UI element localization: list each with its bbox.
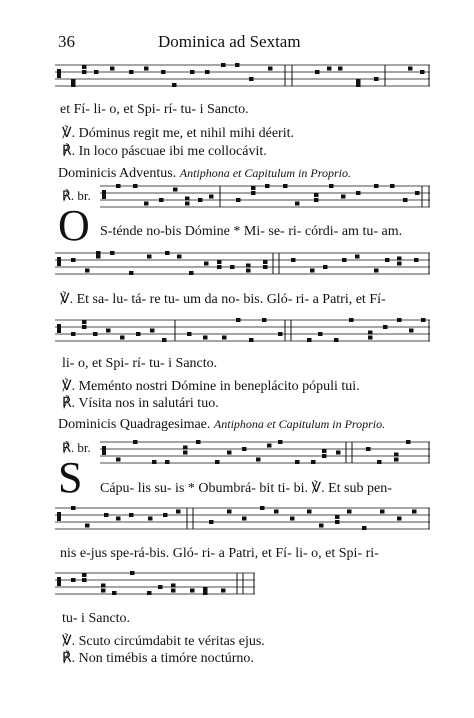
neume xyxy=(165,251,170,255)
neume xyxy=(173,188,178,192)
neume xyxy=(85,524,90,528)
neume xyxy=(374,269,379,273)
neume xyxy=(190,70,195,74)
neume xyxy=(323,265,328,269)
neume xyxy=(189,271,194,275)
lyric-line: nis e-jus spe-rá-bis. Gló- ri- a Patri, et Fí- li- o, et Spi- ri- xyxy=(60,546,379,561)
neume xyxy=(408,67,413,71)
neume xyxy=(368,331,373,335)
clef xyxy=(102,190,106,199)
neume xyxy=(414,258,419,262)
neume xyxy=(356,191,361,195)
neume xyxy=(129,271,134,275)
running-head: Dominica ad Sextam xyxy=(158,32,301,51)
neume xyxy=(262,318,267,322)
neume xyxy=(412,510,417,514)
versicle: ℣. Dóminus regit me, et nihil mihi déerit. xyxy=(62,126,294,141)
response: ℟. Non timébis a timóre noctúrno. xyxy=(62,651,254,666)
neume xyxy=(110,67,115,71)
clef xyxy=(57,257,61,266)
neume xyxy=(246,264,251,268)
neume xyxy=(236,198,241,202)
neume xyxy=(406,440,411,444)
neume xyxy=(355,255,360,259)
neume xyxy=(409,329,414,333)
neume xyxy=(215,460,220,464)
neume xyxy=(162,338,167,342)
clef xyxy=(57,577,61,586)
neume xyxy=(421,318,426,322)
neume xyxy=(291,258,296,262)
neume xyxy=(341,195,346,199)
neume xyxy=(420,70,425,74)
neume xyxy=(263,260,268,264)
neume xyxy=(356,79,361,83)
neume xyxy=(251,191,256,195)
neume xyxy=(307,338,312,342)
clef xyxy=(102,446,106,455)
neume xyxy=(403,198,408,202)
neume xyxy=(334,338,339,342)
neume xyxy=(249,338,254,342)
neume xyxy=(104,513,109,517)
neume xyxy=(159,198,164,202)
neume xyxy=(165,460,170,464)
neume xyxy=(133,440,138,444)
neume xyxy=(278,440,283,444)
neume xyxy=(377,460,382,464)
neume xyxy=(278,332,283,336)
neume xyxy=(133,184,138,188)
neume xyxy=(217,265,222,269)
neume xyxy=(336,451,341,455)
neume xyxy=(171,589,176,593)
neume xyxy=(310,269,315,273)
neume xyxy=(242,447,247,451)
lyric-line: et Fí- li- o, et Spi- rí- tu- i Sancto. xyxy=(60,102,249,117)
neume xyxy=(176,510,181,514)
neume xyxy=(183,446,188,450)
neume xyxy=(203,591,208,595)
neume xyxy=(415,191,420,195)
neume xyxy=(319,524,324,528)
response: ℟. Vísita nos in salutári tuo. xyxy=(62,396,219,411)
neume xyxy=(274,510,279,514)
neume xyxy=(347,510,352,514)
neume xyxy=(150,329,155,333)
neume xyxy=(94,70,99,74)
neume xyxy=(374,77,379,81)
lyric-line: Cápu- lis su- is * Obumbrá- bit ti- bi. ℣. Et sub pen- xyxy=(100,481,392,496)
neume xyxy=(161,70,166,74)
chant-staff xyxy=(100,440,430,466)
neume xyxy=(148,517,153,521)
versicle: ℣. Scuto circúmdabit te véritas ejus. xyxy=(62,634,265,649)
neume xyxy=(263,265,268,269)
lyric-line: tu- i Sancto. xyxy=(62,611,131,626)
neume xyxy=(268,67,273,71)
responsory-breve-label: ℟. br. xyxy=(62,440,91,455)
neume xyxy=(82,320,87,324)
neume xyxy=(187,332,192,336)
neume xyxy=(380,510,385,514)
neume xyxy=(385,258,390,262)
neume xyxy=(368,336,373,340)
neume xyxy=(129,513,134,517)
initial-capital: O xyxy=(58,201,90,250)
neume xyxy=(342,258,347,262)
neume xyxy=(374,184,379,188)
neume xyxy=(251,186,256,190)
neume xyxy=(246,269,251,273)
neume xyxy=(260,506,265,510)
neume xyxy=(85,269,90,273)
neume xyxy=(217,260,222,264)
neume xyxy=(397,262,402,266)
neume xyxy=(397,257,402,261)
neume xyxy=(204,262,209,266)
lyric-line: ℣. Et sa- lu- tá- re tu- um da no- bis. Gló- ri- a Patri, et Fí- xyxy=(60,292,386,307)
section-heading-lent: Dominicis Quadragesimae. Antiphona et Capitulum in Proprio. xyxy=(58,417,386,432)
neume xyxy=(196,440,201,444)
neume xyxy=(397,517,402,521)
neume xyxy=(171,584,176,588)
versicle: ℣. Meménto nostri Dómine in beneplácito pópuli tui. xyxy=(62,379,360,394)
initial-capital: S xyxy=(58,453,83,502)
neume xyxy=(183,451,188,455)
page-number: 36 xyxy=(58,32,75,51)
neume xyxy=(116,517,121,521)
neume xyxy=(82,573,87,577)
neume xyxy=(221,589,226,593)
neume xyxy=(329,184,334,188)
chant-staff xyxy=(55,63,430,89)
neume xyxy=(71,578,76,582)
neume xyxy=(129,70,134,74)
neume xyxy=(82,70,87,74)
neume xyxy=(335,515,340,519)
neume xyxy=(236,318,241,322)
neume xyxy=(362,526,367,530)
neume xyxy=(265,184,270,188)
neume xyxy=(307,510,312,514)
neume xyxy=(267,444,272,448)
clef xyxy=(57,324,61,333)
neume xyxy=(322,449,327,453)
neume xyxy=(101,584,106,588)
neume xyxy=(209,520,214,524)
neume xyxy=(144,202,149,206)
neume xyxy=(152,460,157,464)
neume xyxy=(227,451,232,455)
neume xyxy=(71,506,76,510)
neume xyxy=(71,83,76,87)
clef xyxy=(57,69,61,78)
neume xyxy=(327,67,332,71)
section-heading-advent: Dominicis Adventus. Antiphona et Capitulum in Proprio. xyxy=(58,166,351,181)
neume xyxy=(198,198,203,202)
neume xyxy=(163,513,168,517)
neume xyxy=(112,591,117,595)
neume xyxy=(318,332,323,336)
neume xyxy=(116,458,121,462)
neume xyxy=(394,453,399,457)
neume xyxy=(82,578,87,582)
responsory-breve-label: ℟. br. xyxy=(62,188,91,203)
neume xyxy=(203,336,208,340)
neume xyxy=(110,251,115,255)
neume xyxy=(205,70,210,74)
chant-staff xyxy=(100,184,430,210)
neume xyxy=(249,77,254,81)
neume xyxy=(130,571,135,575)
neume xyxy=(349,318,354,322)
neume xyxy=(190,589,195,593)
chant-staff xyxy=(55,571,430,597)
neume xyxy=(290,517,295,521)
neume xyxy=(242,517,247,521)
chant-staff xyxy=(55,318,430,344)
neume xyxy=(116,184,121,188)
clef xyxy=(57,512,61,521)
neume xyxy=(101,589,106,593)
neume xyxy=(82,65,87,69)
neume xyxy=(283,184,288,188)
neume xyxy=(120,336,125,340)
neume xyxy=(335,520,340,524)
neume xyxy=(356,83,361,87)
neume xyxy=(394,458,399,462)
neume xyxy=(71,79,76,83)
neume xyxy=(397,318,402,322)
neume xyxy=(222,336,227,340)
neume xyxy=(71,332,76,336)
neume xyxy=(230,265,235,269)
neume xyxy=(147,255,152,259)
neume xyxy=(144,67,149,71)
neume xyxy=(235,63,240,67)
neume xyxy=(82,325,87,329)
neume xyxy=(227,510,232,514)
lyric-line: li- o, et Spi- rí- tu- i Sancto. xyxy=(62,356,218,371)
neume xyxy=(177,255,182,259)
neume xyxy=(136,332,141,336)
neume xyxy=(96,251,101,255)
neume xyxy=(390,184,395,188)
response: ℟. In loco páscuae ibi me collocávit. xyxy=(62,144,267,159)
neume xyxy=(366,447,371,451)
neume xyxy=(96,255,101,259)
neume xyxy=(106,329,111,333)
neume xyxy=(383,325,388,329)
neume xyxy=(311,460,316,464)
neume xyxy=(314,198,319,202)
lyric-line: S-ténde no-bis Dómine * Mi- se- ri- córdi- am tu- am. xyxy=(100,224,403,239)
neume xyxy=(158,585,163,589)
neume xyxy=(147,591,152,595)
neume xyxy=(209,195,214,199)
neume xyxy=(172,83,177,87)
neume xyxy=(315,70,320,74)
neume xyxy=(338,67,343,71)
neume xyxy=(185,202,190,206)
neume xyxy=(314,193,319,197)
neume xyxy=(203,587,208,591)
neume xyxy=(295,202,300,206)
neume xyxy=(221,63,226,67)
chant-staff xyxy=(55,251,430,277)
neume xyxy=(295,460,300,464)
neume xyxy=(93,332,98,336)
neume xyxy=(71,258,76,262)
neume xyxy=(256,458,261,462)
chant-staff xyxy=(55,506,430,532)
neume xyxy=(322,454,327,458)
neume xyxy=(185,197,190,201)
